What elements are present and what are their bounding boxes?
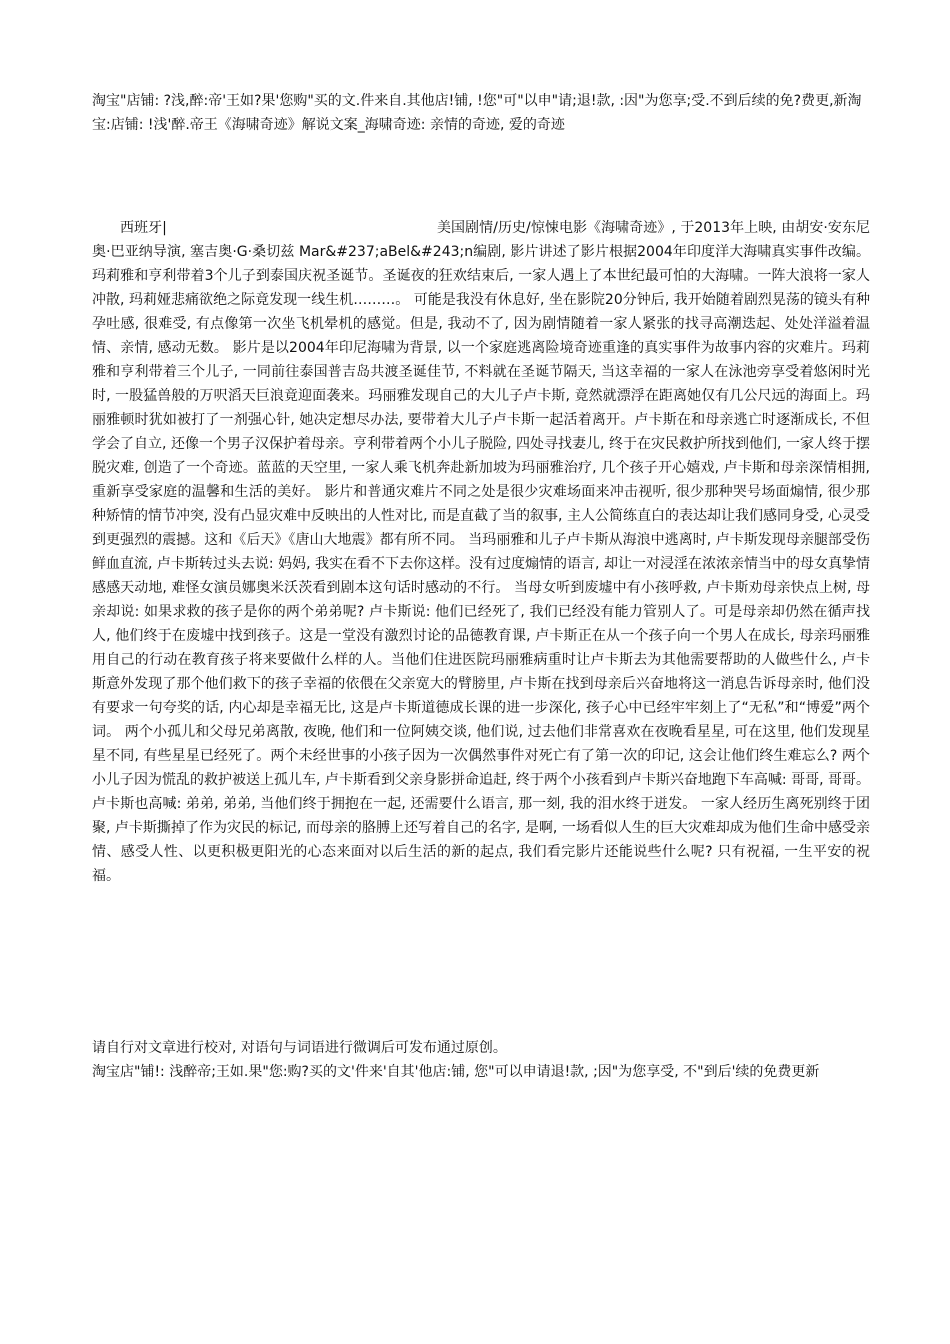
header-notice: 淘宝"店铺: ?浅,醉:帝'王如?果'您购"买的文.件来自.其他店!铺, !您"可"以申"请;退!款, :因"为您享;受.不到后续的免?费更,新淘宝:店铺: !浅'醉.帝王《海啸奇迹》解说文案_海啸奇迹: 亲情的奇迹, 爱的奇迹	[92, 93, 862, 133]
article-paragraph: 美国剧情/历史/惊悚电影《海啸奇迹》, 于2013年上映, 由胡安·安东尼奥·巴亚纳导演, 塞吉奥·G·桑切兹 Mar&#237;aBel&#243;n编剧, 影片讲述了影片根据2004年印度洋大海啸真实事件改编。玛莉雅和亨利带着3个儿子到泰国庆祝圣诞节。圣诞夜的狂欢结束后, 一家人遇上了本世纪最可怕的大海啸。一阵大浪将一家人冲散, 玛莉娅悲痛欲绝之际竟发现一线生机………。 可能是我没有休息好, 坐在影院20分钟后, 我开始随着剧烈晃荡的镜头有种孕吐感, 很难受, 有点像第一次坐飞机晕机的感觉。但是, 我动不了, 因为剧情随着一家人紧张的找寻高潮迭起、处处洋溢着温情、亲情, 感动无数。 影片是以2004年印尼海啸为背景, 以一个家庭逃离险境奇迹重逢的真实事件为故事内容的灾难片。玛莉雅和亨利带着三个儿子, 一同前往泰国普吉岛共渡圣诞佳节, 不料就在圣诞节隔天, 当这幸福的一家人在泳池旁享受着悠闲时光时, 一股猛兽般的万呎滔天巨浪竟迎面袭来。玛丽雅发现自己的大儿子卢卡斯, 竟然就漂浮在距离她仅有几公尺远的海面上。玛丽雅顿时犹如被打了一剂强心针, 她决定想尽办法, 要带着大儿子卢卡斯一起活着离开。卢卡斯在和母亲逃亡时逐渐成长, 不但学会了自立, 还像一个男子汉保护着母亲。亨利带着两个小儿子脱险, 四处寻找妻儿, 终于在灾民救护所找到他们, 一家人终于摆脱灾难, 创造了一个奇迹。蓝蓝的天空里, 一家人乘飞机奔赴新加坡为玛丽雅治疗, 几个孩子开心嬉戏, 卢卡斯和母亲深情相拥, 重新享受家庭的温馨和生活的美好。 影片和普通灾难片不同之处是很少灾难场面来冲击视听, 很少那种哭号场面煽情, 很少那种矫情的情节冲突, 没有凸显灾难中反映出的人性对比, 而是直截了当的叙事, 主人公简练直白的表达却让我们感同身受, 心灵受到更强烈的震撼。这和《后天》《唐山大地震》都有所不同。 当玛丽雅和儿子卢卡斯从海浪中逃离时, 卢卡斯发现母亲腿部受伤鲜血直流, 卢卡斯转过头去说: 妈妈, 我实在看不下去你这样。没有过度煽情的语言, 却让一对浸淫在浓浓亲情当中的母女真挚情感感天动地, 难怪女演员娜奥米沃茨看到剧本这句话时感动的不行。 当母女听到废墟中有小孩呼救, 卢卡斯劝母亲快点上树, 母亲却说: 如果求救的孩子是你的两个弟弟呢? 卢卡斯说: 他们已经死了, 我们已经没有能力管别人了。可是母亲却仍然在循声找人, 他们终于在废墟中找到孩子。这是一堂没有激烈讨论的品德教育课, 卢卡斯正在从一个孩子向一个男人在成长, 母亲玛丽雅用自己的行动在教育孩子将来要做什么样的人。当他们住进医院玛丽雅病重时让卢卡斯去为其他需要帮助的人做些什么, 卢卡斯意外发现了那个他们救下的孩子幸福的依偎在父亲宽大的臂膀里, 卢卡斯在找到母亲后兴奋地将这一消息告诉母亲时, 他们没有要求一句夸奖的话, 内心却是幸福无比, 这是卢卡斯道德成长课的进一步深化, 孩子心中已经牢牢刻上了“无私”和“博爱”两个词。 两个小孤儿和父母兄弟离散, 夜晚, 他们和一位阿姨交谈, 他们说, 过去他们非常喜欢在夜晚看星星, 可在这里, 他们发现星星不同, 有些星星已经死了。两个未经世事的小孩子因为一次偶然事件对死亡有了第一次的印记, 这会让他们终生难忘么? 两个小儿子因为慌乱的救护被送上孤儿车, 卢卡斯看到父亲身影拼命追赶, 终于两个小孩看到卢卡斯兴奋地跑下车高喊: 哥哥, 哥哥。卢卡斯也高喊: 弟弟, 弟弟, 当他们终于拥抱在一起, 还需要什么语言, 那一刻, 我的泪水终于迸发。 一家人经历生离死别终于团聚, 卢卡斯撕掉了作为灾民的标记, 而母亲的胳膊上还写着自己的名字, 是啊, 一场看似人生的巨大灾难却成为他们生命中感受亲情、感受人性、以更积极更阳光的心态来面对以后生活的新的起点, 我们看完影片还能说些什么呢? 只有祝福, 一生平安的祝福。	[92, 220, 871, 884]
article-body	[92, 216, 870, 888]
footer	[92, 1036, 874, 1084]
proofread-note: 请自行对文章进行校对, 对语句与词语进行微调后可发布通过原创。	[92, 1040, 507, 1056]
shop-notice: 淘宝店"铺!: 浅醉帝;王如.果"您:购?买的文'件来'自其'他店:铺, 您"可以申请退!款, ;因"为您享受, 不"到后'续的免费更新	[92, 1064, 820, 1080]
article-lead: 西班牙|	[120, 220, 167, 236]
